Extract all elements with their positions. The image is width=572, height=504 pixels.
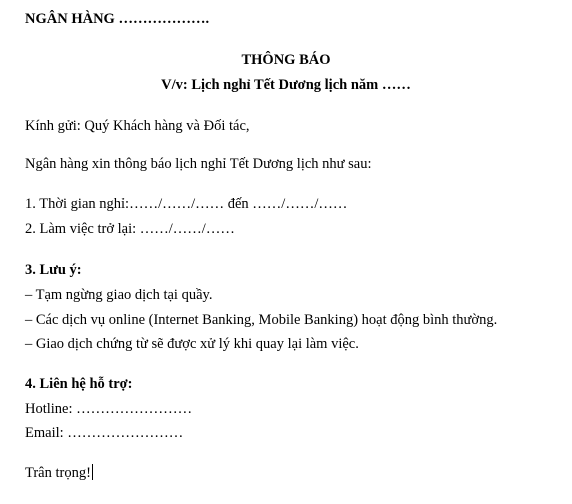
intro-line: Ngân hàng xin thông báo lịch nghỉ Tết Dương lịch như sau: [25,156,372,172]
document-subject: V/v: Lịch nghỉ Tết Dương lịch năm …… [161,77,411,93]
note-item: – Tạm ngừng giao dịch tại quầy. [25,287,213,303]
bank-header: NGÂN HÀNG ………………. [25,11,210,27]
hotline-line: Hotline: …………………… [25,401,193,417]
notes-heading: 3. Lưu ý: [25,262,82,278]
note-item: – Các dịch vụ online (Internet Banking, Mobile Banking) hoạt động bình thường. [25,312,498,328]
note-item: – Giao dịch chứng từ sẽ được xử lý khi quay lại làm việc. [25,336,359,352]
closing-text: Trân trọng! [25,465,91,481]
return-work-line: 2. Làm việc trở lại: ……/……/…… [25,221,235,237]
document-title: THÔNG BÁO [241,52,331,68]
off-time-line: 1. Thời gian nghỉ:……/……/…… đến ……/……/…… [25,196,348,212]
text-cursor [92,464,93,480]
email-line: Email: …………………… [25,425,184,441]
closing-line[interactable] [25,464,93,482]
greeting-line: Kính gửi: Quý Khách hàng và Đối tác, [25,118,250,134]
contact-heading: 4. Liên hệ hỗ trợ: [25,376,133,392]
